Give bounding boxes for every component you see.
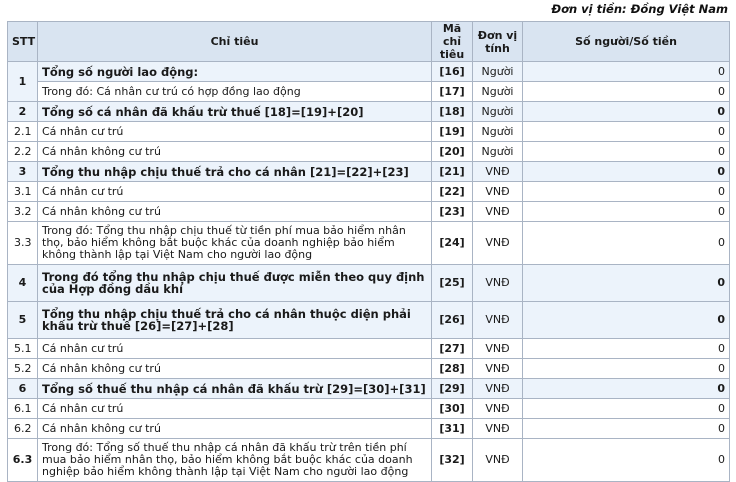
row-desc: Trong đó: Tổng thu nhập chịu thuế từ tiền phí mua bảo hiểm nhân thọ, bảo hiểm không bắt buộc khác của doanh nghiệp bảo hiểm không thành lập tại Việt Nam cho người lao động <box>38 222 432 265</box>
row-desc: Trong đó: Tổng số thuế thu nhập cá nhân đã khấu trừ trên tiền phí mua bảo hiểm nhân thọ, bảo hiểm không bắt buộc khác của doanh nghiệp bảo hiểm không thành lập tại Việt Nam cho người lao động <box>38 439 432 482</box>
row-code: [18] <box>432 102 473 122</box>
row-code: [22] <box>432 182 473 202</box>
row-value: 0 <box>523 359 730 379</box>
row-desc: Tổng thu nhập chịu thuế trả cho cá nhân thuộc diện phải khấu trừ thuế [26]=[27]+[28] <box>38 302 432 339</box>
row-value: 0 <box>523 202 730 222</box>
row-desc: Cá nhân không cư trú <box>38 359 432 379</box>
row-unit: VNĐ <box>473 202 523 222</box>
row-desc: Trong đó tổng thu nhập chịu thuế được miễn theo quy định của Hợp đồng dầu khí <box>38 265 432 302</box>
row-desc: Tổng số thuế thu nhập cá nhân đã khấu trừ [29]=[30]+[31] <box>38 379 432 399</box>
table-row <box>8 222 730 265</box>
row-desc: Cá nhân cư trú <box>38 399 432 419</box>
row-stt: 6.2 <box>8 419 38 439</box>
row-code: [17] <box>432 82 473 102</box>
tax-report-table <box>7 21 730 482</box>
header-so-tien: Số người/Số tiền <box>523 22 730 62</box>
row-desc: Tổng số người lao động: <box>38 62 432 82</box>
row-value: 0 <box>523 102 730 122</box>
row-stt: 6.3 <box>8 439 38 482</box>
row-code: [29] <box>432 379 473 399</box>
row-desc: Cá nhân cư trú <box>38 122 432 142</box>
row-value: 0 <box>523 162 730 182</box>
row-code: [28] <box>432 359 473 379</box>
row-code: [23] <box>432 202 473 222</box>
row-stt: 3 <box>8 162 38 182</box>
table-row <box>8 202 730 222</box>
table-row <box>8 102 730 122</box>
row-unit: Người <box>473 82 523 102</box>
row-unit: VNĐ <box>473 182 523 202</box>
row-unit: VNĐ <box>473 419 523 439</box>
row-stt: 2.1 <box>8 122 38 142</box>
row-unit: Người <box>473 122 523 142</box>
row-unit: Người <box>473 102 523 122</box>
row-value: 0 <box>523 82 730 102</box>
row-value: 0 <box>523 62 730 82</box>
row-code: [25] <box>432 265 473 302</box>
table-row <box>8 142 730 162</box>
row-stt: 5.2 <box>8 359 38 379</box>
row-stt: 3.2 <box>8 202 38 222</box>
row-value: 0 <box>523 302 730 339</box>
header-chi-tieu: Chỉ tiêu <box>38 22 432 62</box>
row-stt: 6.1 <box>8 399 38 419</box>
row-unit: VNĐ <box>473 302 523 339</box>
row-desc: Cá nhân không cư trú <box>38 202 432 222</box>
row-stt: 5.1 <box>8 339 38 359</box>
row-value: 0 <box>523 439 730 482</box>
row-desc: Cá nhân không cư trú <box>38 419 432 439</box>
row-unit: Người <box>473 62 523 82</box>
currency-unit-note: Đơn vị tiền: Đồng Việt Nam <box>551 2 728 16</box>
row-stt: 1 <box>8 62 38 102</box>
row-desc: Cá nhân cư trú <box>38 182 432 202</box>
row-value: 0 <box>523 339 730 359</box>
row-code: [32] <box>432 439 473 482</box>
row-unit: VNĐ <box>473 222 523 265</box>
header-stt: STT <box>8 22 38 62</box>
row-desc: Cá nhân cư trú <box>38 339 432 359</box>
row-unit: VNĐ <box>473 339 523 359</box>
row-code: [30] <box>432 399 473 419</box>
row-value: 0 <box>523 265 730 302</box>
table-row <box>8 359 730 379</box>
row-stt: 2 <box>8 102 38 122</box>
row-code: [24] <box>432 222 473 265</box>
table-row <box>8 82 730 102</box>
row-value: 0 <box>523 379 730 399</box>
row-unit: VNĐ <box>473 359 523 379</box>
table-row <box>8 162 730 182</box>
row-unit: VNĐ <box>473 265 523 302</box>
row-value: 0 <box>523 142 730 162</box>
row-value: 0 <box>523 399 730 419</box>
row-stt: 2.2 <box>8 142 38 162</box>
header-ma-chi-tieu: Mã chỉ tiêu <box>432 22 473 62</box>
row-code: [20] <box>432 142 473 162</box>
row-desc: Tổng số cá nhân đã khấu trừ thuế [18]=[19]+[20] <box>38 102 432 122</box>
row-code: [21] <box>432 162 473 182</box>
row-value: 0 <box>523 122 730 142</box>
row-code: [27] <box>432 339 473 359</box>
row-unit: VNĐ <box>473 439 523 482</box>
row-value: 0 <box>523 222 730 265</box>
table-row <box>8 419 730 439</box>
table-row <box>8 439 730 482</box>
row-desc: Trong đó: Cá nhân cư trú có hợp đồng lao động <box>38 82 432 102</box>
row-desc: Cá nhân không cư trú <box>38 142 432 162</box>
row-unit: VNĐ <box>473 379 523 399</box>
table-header-row <box>8 22 730 62</box>
row-code: [26] <box>432 302 473 339</box>
table-row <box>8 182 730 202</box>
table-row <box>8 302 730 339</box>
row-unit: Người <box>473 142 523 162</box>
table-row <box>8 339 730 359</box>
row-stt: 3.3 <box>8 222 38 265</box>
row-stt: 6 <box>8 379 38 399</box>
row-stt: 5 <box>8 302 38 339</box>
row-value: 0 <box>523 419 730 439</box>
row-code: [19] <box>432 122 473 142</box>
header-don-vi-tinh: Đơn vị tính <box>473 22 523 62</box>
row-desc: Tổng thu nhập chịu thuế trả cho cá nhân [21]=[22]+[23] <box>38 162 432 182</box>
row-code: [31] <box>432 419 473 439</box>
row-stt: 4 <box>8 265 38 302</box>
table-row <box>8 379 730 399</box>
row-unit: VNĐ <box>473 162 523 182</box>
row-unit: VNĐ <box>473 399 523 419</box>
row-stt: 3.1 <box>8 182 38 202</box>
row-code: [16] <box>432 62 473 82</box>
table-row <box>8 62 730 82</box>
table-row <box>8 122 730 142</box>
table-row <box>8 399 730 419</box>
row-value: 0 <box>523 182 730 202</box>
table-row <box>8 265 730 302</box>
